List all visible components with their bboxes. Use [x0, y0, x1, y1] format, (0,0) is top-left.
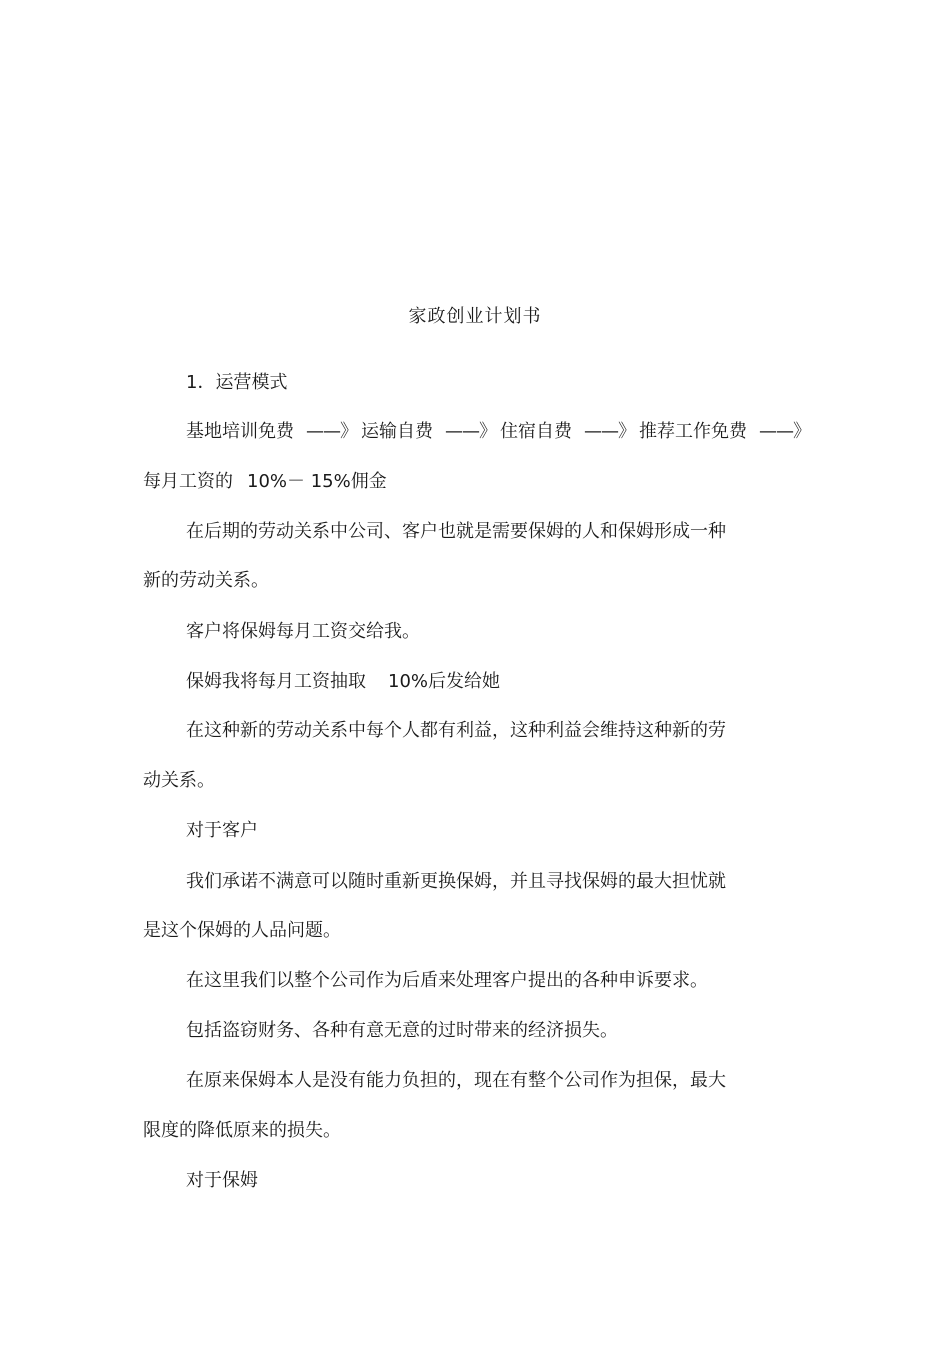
paragraph-line: 在这里我们以整个公司作为后盾来处理客户提出的各种申诉要求。 [186, 970, 708, 991]
paragraph-line: 在这种新的劳动关系中每个人都有利益，这种利益会维持这种新的劳 [186, 720, 726, 741]
paragraph-line: 是这个保姆的人品问题。 [143, 920, 341, 941]
commission-value: 10%－ 15%佣金 [247, 471, 387, 492]
paragraph-line: 客户将保姆每月工资交给我。 [186, 621, 420, 642]
flow-step-transport: 运输自费 [361, 421, 433, 442]
commission-line [143, 469, 387, 495]
deduction-value: 10%后发给她 [388, 671, 501, 692]
deduction-prefix: 保姆我将每月工资抽取 [186, 671, 366, 692]
paragraph-line: 在原来保姆本人是没有能力负担的，现在有整个公司作为担保，最大 [186, 1070, 726, 1091]
flow-step-job-referral: 推荐工作免费 [639, 421, 747, 442]
flow-arrow: ——》 [445, 421, 496, 442]
section-heading-client: 对于客户 [186, 820, 258, 841]
paragraph-line: 我们承诺不满意可以随时重新更换保姆，并且寻找保姆的最大担忧就 [186, 871, 726, 892]
paragraph-line: 动关系。 [143, 770, 215, 791]
commission-prefix: 每月工资的 [143, 471, 233, 492]
paragraph-line [186, 669, 500, 695]
document-title: 家政创业计划书 [408, 306, 542, 327]
flow-arrow: ——》 [759, 421, 810, 442]
section-heading-nanny: 对于保姆 [186, 1170, 258, 1191]
paragraph-line: 在后期的劳动关系中公司、客户也就是需要保姆的人和保姆形成一种 [186, 521, 726, 542]
flow-arrow: ——》 [306, 421, 357, 442]
paragraph-line: 包括盗窃财务、各种有意无意的过时带来的经济损失。 [186, 1020, 618, 1041]
paragraph-line: 新的劳动关系。 [143, 570, 269, 591]
business-flow [186, 419, 814, 445]
flow-arrow: ——》 [584, 421, 635, 442]
flow-step-training: 基地培训免费 [186, 421, 294, 442]
section-heading-operation-mode: 1．运营模式 [186, 372, 288, 393]
flow-step-lodging: 住宿自费 [500, 421, 572, 442]
paragraph-line: 限度的降低原来的损失。 [143, 1120, 341, 1141]
